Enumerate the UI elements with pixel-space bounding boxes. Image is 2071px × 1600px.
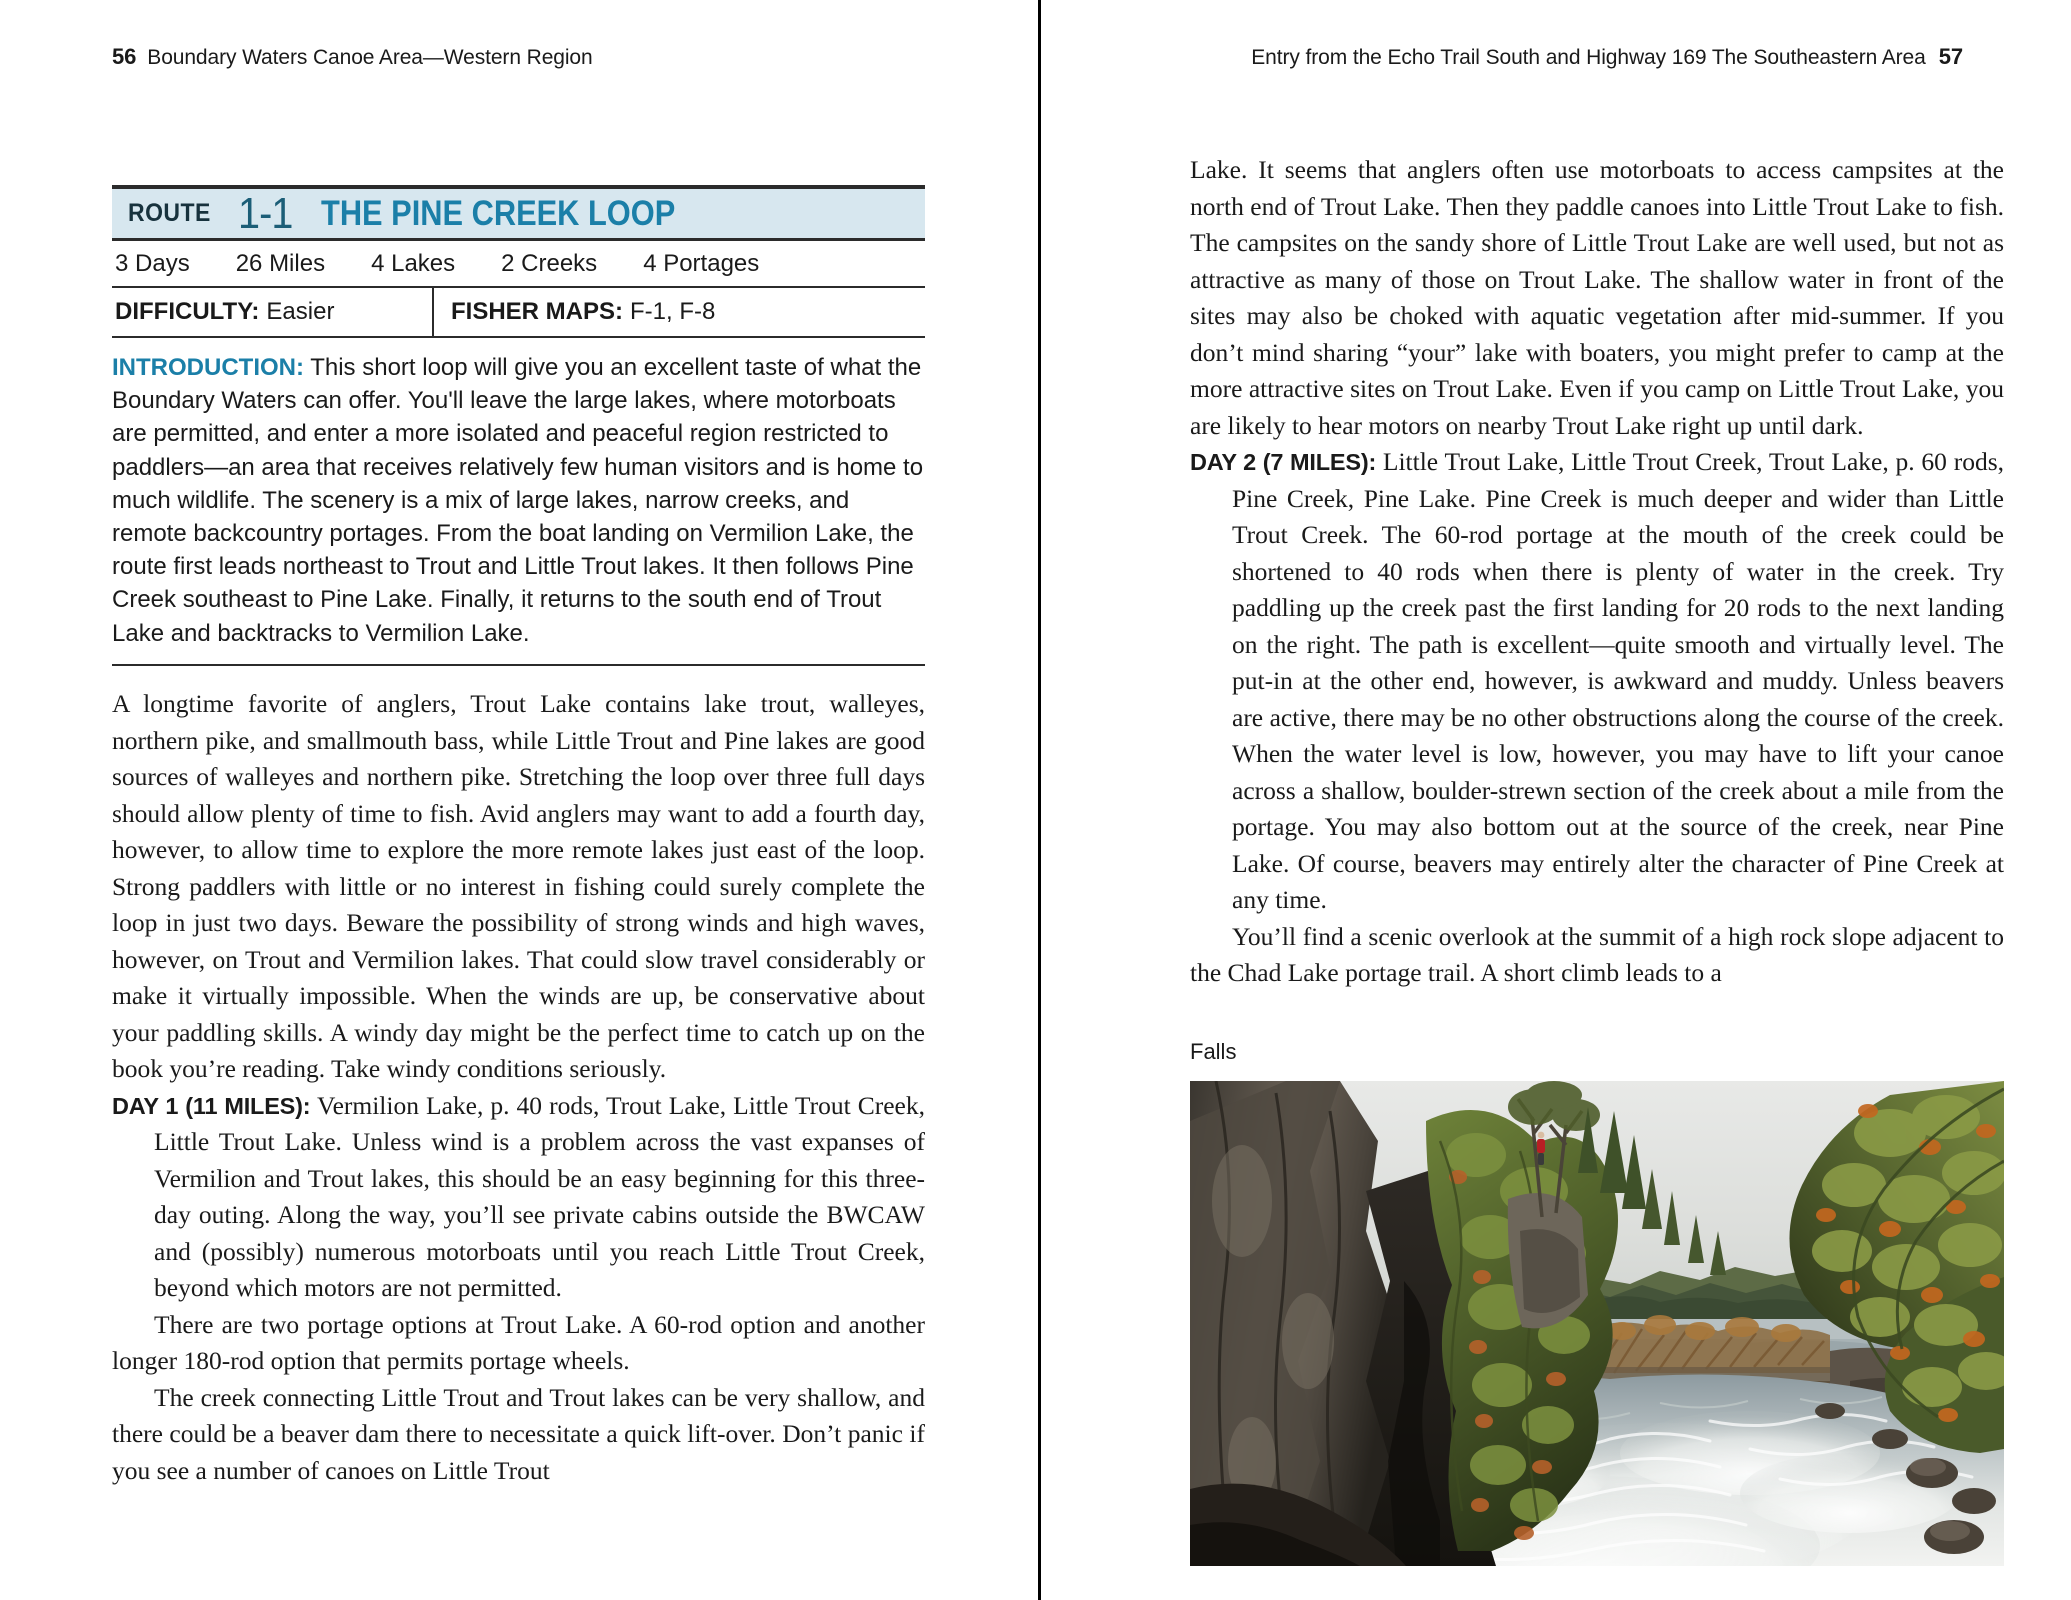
fisher-maps-label: FISHER MAPS: bbox=[451, 298, 624, 325]
figure-falls bbox=[1190, 1039, 2004, 1566]
route-stat-miles: 26 Miles bbox=[235, 249, 326, 277]
route-stats-row bbox=[112, 241, 925, 288]
paragraph-day-1 bbox=[112, 1088, 925, 1307]
paragraph-anglers: A longtime favorite of anglers, Trout Lake contains lake trout, walleyes, northern pike, and smallmouth bass, while Little Trout and Pine lakes are good sources of walleyes and northern pike. Stretching the loop over three full days should allow plenty of time to fish. Avid anglers may want to add a fourth day, however, to allow time to explore the more remote lakes just east of the loop. Strong paddlers with little or no interest in fishing could surely complete the loop in just two days. Beware the possibility of strong winds and high waves, however, on Trout and Vermilion lakes. That could slow travel considerably or make it virtually impossible. When the winds are up, be conservative about your paddling skills. A windy day might be the perfect time to catch up on the book you’re reading. Take windy conditions seriously. bbox=[112, 689, 925, 1083]
right-column-body bbox=[1190, 152, 2004, 992]
left-column-body bbox=[112, 686, 925, 1489]
paragraph-day-2 bbox=[1190, 444, 2004, 919]
paragraph-portage-options: There are two portage options at Trout Lake. A 60-rod option and another longer 180-rod option that permits portage wheels. bbox=[112, 1309, 925, 1375]
day-2-text: Little Trout Lake, Little Trout Creek, Trout Lake, p. 60 rods, Pine Creek, Pine Lake. Pine Creek is much deeper and wider than Little Trout Creek. The 60-rod portage at the mouth of the creek could be shortened to 40 rods when there is plenty of water in the creek. Try paddling up the creek past the first landing for 20 rods to the next landing on the right. The path is excellent—quite smooth and virtually level. The put-in at the other end, however, is awkward and muddy. Unless beavers are active, there may be no other obstructions along the course of the creek. When the water level is low, however, you may have to lift your canoe across a shallow, boulder-strewn section of the creek about a mile from the portage. You may also bottom out at the source of the creek, near Pine Lake. Of course, beavers may entirely alter the character of Pine Creek at any time. bbox=[1232, 447, 2004, 914]
introduction-label: INTRODUCTION: bbox=[112, 354, 304, 381]
route-stat-creeks: 2 Creeks bbox=[501, 249, 598, 277]
running-head-right bbox=[1251, 44, 1963, 70]
route-number: 1-1 bbox=[238, 188, 293, 238]
hiker-figure bbox=[1537, 1132, 1545, 1165]
day-1-label: DAY 1 (11 MILES): bbox=[112, 1092, 311, 1119]
route-stat-portages: 4 Portages bbox=[643, 249, 760, 277]
day-1-text: Vermilion Lake, p. 40 rods, Trout Lake, Little Trout Creek, Little Trout Lake. Unless wind is a problem across the vast expanses of Vermilion and Trout lakes, this should be an easy beginning for this three-day outing. Along the way, you’ll see private cabins outside the BWCAW and (possibly) numerous motorboats until you reach Little Trout Creek, beyond which motors are not permitted. bbox=[154, 1090, 925, 1302]
page-gutter-rule bbox=[1038, 0, 1041, 1600]
fisher-maps-cell bbox=[434, 288, 925, 336]
running-head-left bbox=[112, 44, 593, 70]
page-number-left: 56 bbox=[112, 44, 137, 69]
route-title-bar bbox=[112, 185, 925, 241]
page-number-right: 57 bbox=[1938, 44, 1963, 69]
introduction-text: This short loop will give you an excellent taste of what the Boundary Waters can offer. You'll leave the large lakes, where motorboats are permitted, and enter a more isolated and peaceful region restricted to paddlers—an area that receives relatively few human visitors and is home to much wildlife. The scenery is a mix of large lakes, narrow creeks, and remote backcountry portages. From the boat landing on Vermilion Lake, the route first leads northeast to Trout and Little Trout lakes. It then follows Pine Creek southeast to Pine Lake. Finally, it returns to the south end of Trout Lake and backtracks to Vermilion Lake. bbox=[112, 354, 924, 647]
photo-falls-illustration bbox=[1190, 1081, 2004, 1566]
photo-falls bbox=[1190, 1081, 2004, 1566]
paragraph-scenic-overlook: You’ll find a scenic overlook at the summit of a high rock slope adjacent to the Chad Lake portage trail. A short climb leads to a bbox=[1190, 921, 2004, 987]
route-meta-row bbox=[112, 288, 925, 338]
fisher-maps-value: F-1, F-8 bbox=[630, 298, 716, 325]
route-header-block bbox=[112, 185, 925, 666]
difficulty-label: DIFFICULTY: bbox=[115, 298, 260, 325]
day-2-label: DAY 2 (7 MILES): bbox=[1190, 449, 1377, 475]
paragraph-trout-lake-anglers: Lake. It seems that anglers often use motorboats to access campsites at the north end of Trout Lake. Then they paddle canoes into Little Trout Lake to fish. The campsites on the sandy shore of Little Trout Lake are well used, but not as attractive as many of those on Trout Lake. The shallow water in front of the sites may also be choked with aquatic vegetation after mid-summer. If you don’t mind sharing “your” lake with boaters, you might prefer to camp at the more attractive sites on Trout Lake. Even if you camp on Little Trout Lake, you are likely to hear motors on nearby Trout Lake right up until dark. bbox=[1190, 155, 2004, 440]
paragraph-creek-connecting: The creek connecting Little Trout and Trout lakes can be very shallow, and there could be a beaver dam there to necessitate a quick lift-over. Don’t panic if you see a number of canoes on Little Trout bbox=[112, 1382, 925, 1485]
route-stat-days: 3 Days bbox=[115, 249, 190, 277]
introduction-paragraph bbox=[112, 338, 925, 666]
route-stat-lakes: 4 Lakes bbox=[371, 249, 456, 277]
route-word-label: ROUTE bbox=[128, 199, 211, 227]
route-title: THE PINE CREEK LOOP bbox=[320, 193, 675, 233]
difficulty-value: Easier bbox=[266, 298, 335, 325]
running-head-left-text: Boundary Waters Canoe Area—Western Region bbox=[147, 46, 593, 69]
figure-caption: Falls bbox=[1190, 1039, 1237, 1064]
difficulty-cell bbox=[112, 288, 434, 336]
running-head-right-text: Entry from the Echo Trail South and Highway 169 The Southeastern Area bbox=[1251, 46, 1926, 69]
